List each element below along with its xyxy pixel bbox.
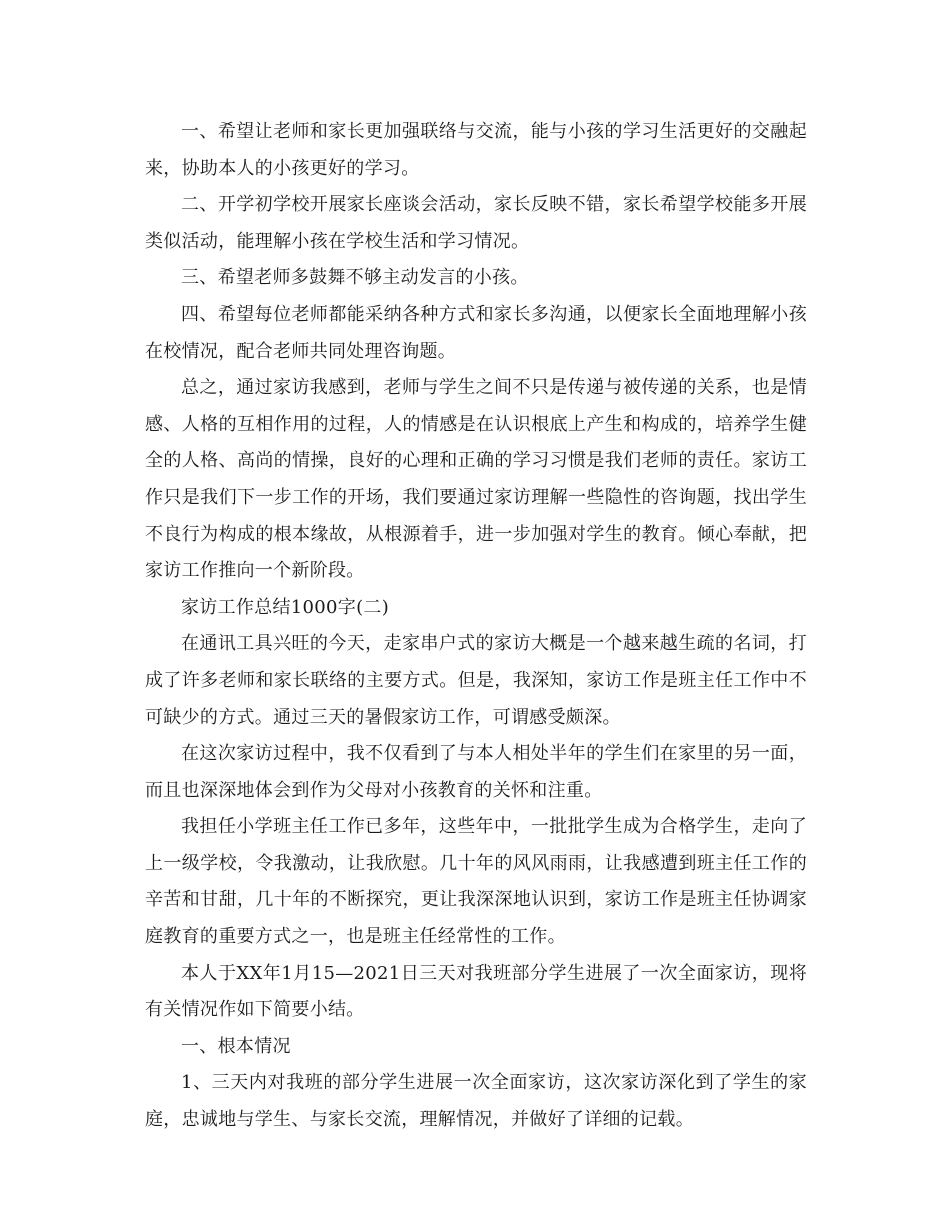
section-heading-part-two: 家访工作总结1000字(二) — [181, 596, 390, 618]
paragraph-suggestion-2: 二、开学初学校开展家长座谈会活动，家长反映不错，家长希望学校能多开展类似活动，能理解小孩在学校生活和学习情况。 — [145, 194, 807, 252]
paragraph-intro: 在通讯工具兴旺的今天，走家串户式的家访大概是一个越来越生疏的名词，打成了许多老师和家长联络的主要方式。但是，我深知，家访工作是班主任工作中不可缺少的方式。通过三天的暑假家访工作，可谓感受颇深。 — [145, 633, 807, 728]
paragraph-experience: 我担任小学班主任工作已多年，这些年中，一批批学生成为合格学生，走向了上一级学校，令我激动，让我欣慰。几十年的风风雨雨，让我感遭到班主任工作的辛苦和甘甜，几十年的不断探究，更让我深深地认识到，家访工作是班主任协调家庭教育的重要方式之一，也是班主任经常性的工作。 — [145, 816, 807, 948]
paragraph-suggestion-4: 四、希望每位老师都能采纳各种方式和家长多沟通，以便家长全面地理解小孩在校情况，配合老师共同处理咨询题。 — [145, 303, 807, 362]
paragraph-suggestion-3: 三、希望老师多鼓舞不够主动发言的小孩。 — [181, 267, 529, 289]
subheading-basic-situation: 一、根本情况 — [181, 1035, 291, 1057]
paragraph-conclusion: 总之，通过家访我感到，老师与学生之间不只是传递与被传递的关系，也是情感、人格的互相作用的过程，人的情感是在认识根底上产生和构成的，培养学生健全的人格、高尚的情操，良好的心理和正确的学习习惯是我们老师的责任。家访工作只是我们下一步工作的开场，我们要通过家访理解一些隐性的咨询题，找出学生不良行为构成的根本缘故，从根源着手，进一步加强对学生的教育。倾心奉献，把家访工作推向一个新阶段。 — [145, 377, 807, 582]
paragraph-suggestion-1: 一、希望让老师和家长更加强联络与交流，能与小孩的学习生活更好的交融起来，协助本人的小孩更好的学习。 — [145, 121, 807, 179]
document-body — [145, 114, 807, 1139]
paragraph-visit-dates: 本人于XX年1月15—2021日三天对我班部分学生进展了一次全面家访，现将有关情况作如下简要小结。 — [145, 962, 807, 1021]
paragraph-item-1: 1、三天内对我班的部分学生进展一次全面家访，这次家访深化到了学生的家庭，忠诚地与学生、与家长交流，理解情况，并做好了详细的记载。 — [145, 1072, 807, 1131]
paragraph-visit-process: 在这次家访过程中，我不仅看到了与本人相处半年的学生们在家里的另一面，而且也深深地体会到作为父母对小孩教育的关怀和注重。 — [145, 743, 807, 801]
